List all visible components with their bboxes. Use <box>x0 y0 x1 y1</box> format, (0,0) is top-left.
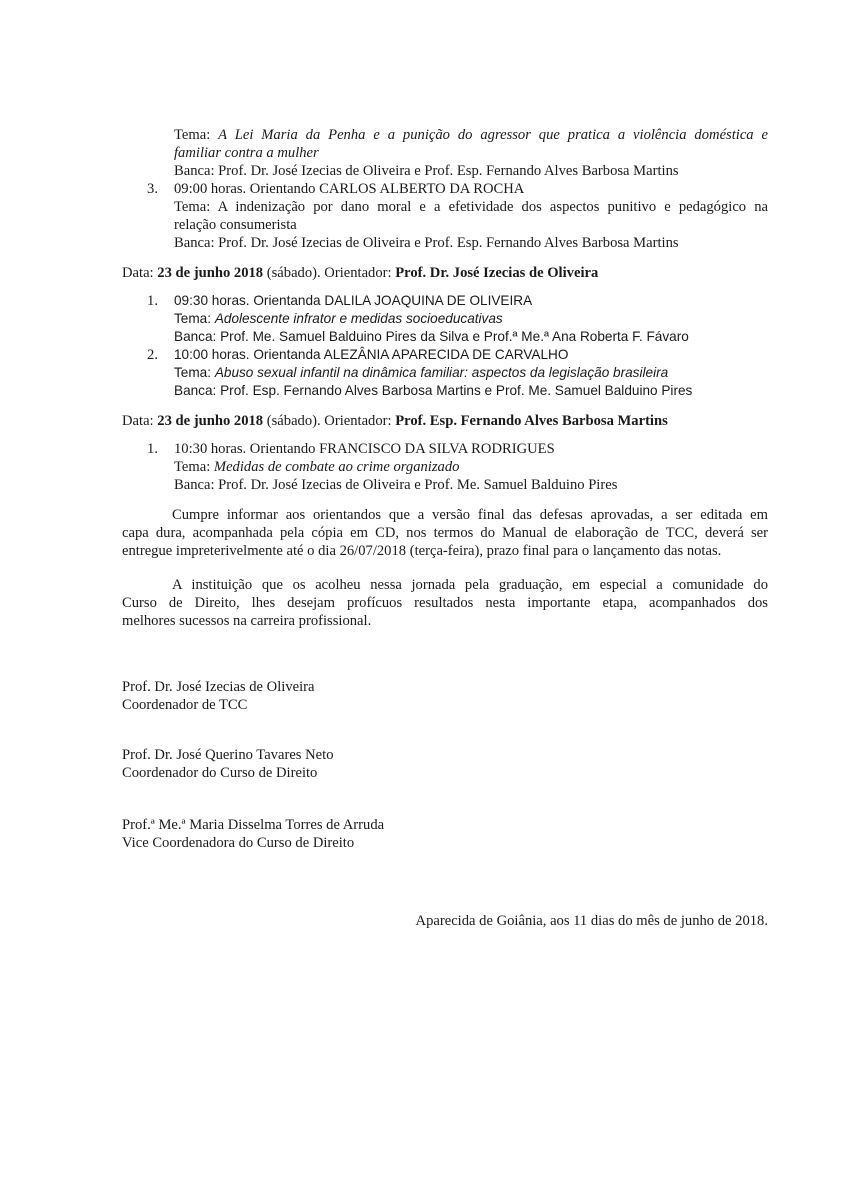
closing-date-line: Aparecida de Goiânia, aos 11 dias do mês de junho de 2018. <box>415 913 768 929</box>
s1-item2-banca: Banca: Prof. Esp. Fernando Alves Barbosa Martins e Prof. Me. Samuel Balduino Pires <box>174 383 693 398</box>
date-value: 23 de junho 2018 <box>157 413 264 429</box>
s2-item1-banca: Banca: Prof. Dr. José Izecias de Oliveira e Prof. Me. Samuel Balduino Pires <box>174 477 618 493</box>
s1-item1-banca: Banca: Prof. Me. Samuel Balduino Pires da Silva e Prof.ª Me.ª Ana Roberta F. Fávaro <box>174 329 689 344</box>
orientador-label: (sábado). Orientador: <box>266 413 392 429</box>
signature-3-role: Vice Coordenadora do Curso de Direito <box>122 835 355 851</box>
tema-label: Tema: <box>174 459 211 475</box>
signature-3-name: Prof.ª Me.ª Maria Disselma Torres de Arruda <box>122 817 385 833</box>
item2-tema-line1 <box>174 126 768 144</box>
paragraph-1-line3: entregue impreterivelmente até o dia 26/07/2018 (terça-feira), prazo final para o lançamento das notas. <box>122 543 722 559</box>
date-label: Data: <box>122 265 154 281</box>
paragraph-1-line1: Cumpre informar aos orientandos que a versão final das defesas aprovadas, a ser editada em <box>172 507 768 523</box>
tema-title: Abuso sexual infantil na dinâmica familiar: aspectos da legislação brasileira <box>214 365 669 380</box>
item3-banca: Banca: Prof. Dr. José Izecias de Oliveira e Prof. Esp. Fernando Alves Barbosa Martins <box>174 235 679 251</box>
tema-title: A Lei Maria da Penha e a punição do agressor que pratica a violência doméstica e <box>218 127 768 143</box>
item3-tema-line1: Tema: A indenização por dano moral e a efetividade dos aspectos punitivo e pedagógico na <box>174 199 768 215</box>
s1-item2-time: 10:00 horas. Orientanda ALEZÂNIA APARECIDA DE CARVALHO <box>174 347 569 362</box>
item3-time: 09:00 horas. Orientando CARLOS ALBERTO DA ROCHA <box>174 181 525 197</box>
s2-item1-number: 1. <box>147 441 158 457</box>
tema-title: Medidas de combate ao crime organizado <box>213 459 460 475</box>
signature-2-role: Coordenador do Curso de Direito <box>122 765 318 781</box>
tema-title: Adolescente infrator e medidas socioeducativas <box>214 311 503 326</box>
s1-item1-time: 09:30 horas. Orientanda DALILA JOAQUINA DE OLIVEIRA <box>174 293 533 308</box>
s2-item1-tema <box>174 458 459 476</box>
orientador-name: Prof. Esp. Fernando Alves Barbosa Martins <box>395 413 668 429</box>
paragraph-1-line2: capa dura, acompanhada pela cópia em CD, nos termos do Manual de elaboração de TCC, deverá ser <box>122 525 768 541</box>
signature-1-role: Coordenador de TCC <box>122 697 248 713</box>
item2-banca: Banca: Prof. Dr. José Izecias de Oliveira e Prof. Esp. Fernando Alves Barbosa Martins <box>174 163 679 179</box>
paragraph-2-line1: A instituição que os acolheu nessa jornada pela graduação, em especial a comunidade do <box>172 577 768 593</box>
tema-label: Tema: <box>174 311 212 326</box>
tema-label: Tema: <box>174 127 211 143</box>
orientador-name: Prof. Dr. José Izecias de Oliveira <box>395 265 599 281</box>
orientador-label: (sábado). Orientador: <box>266 265 392 281</box>
section1-header <box>122 264 598 282</box>
signature-1-name: Prof. Dr. José Izecias de Oliveira <box>122 679 315 695</box>
section2-header <box>122 412 668 430</box>
s1-item2-number: 2. <box>147 347 158 363</box>
s1-item2-tema <box>174 364 668 382</box>
item3-tema-line2: relação consumerista <box>174 217 297 233</box>
s1-item1-number: 1. <box>147 293 158 309</box>
s1-item1-tema <box>174 310 503 328</box>
paragraph-2-line3: melhores sucessos na carreira profissional. <box>122 613 372 629</box>
tema-label: Tema: <box>174 365 212 380</box>
date-value: 23 de junho 2018 <box>157 265 264 281</box>
signature-2-name: Prof. Dr. José Querino Tavares Neto <box>122 747 334 763</box>
paragraph-2-line2: Curso de Direito, lhes desejam profícuos resultados nesta importante etapa, acompanhados dos <box>122 595 768 611</box>
s2-item1-time: 10:30 horas. Orientando FRANCISCO DA SILVA RODRIGUES <box>174 441 555 457</box>
item3-number: 3. <box>147 181 158 197</box>
item2-tema-line2: familiar contra a mulher <box>174 145 319 161</box>
date-label: Data: <box>122 413 154 429</box>
